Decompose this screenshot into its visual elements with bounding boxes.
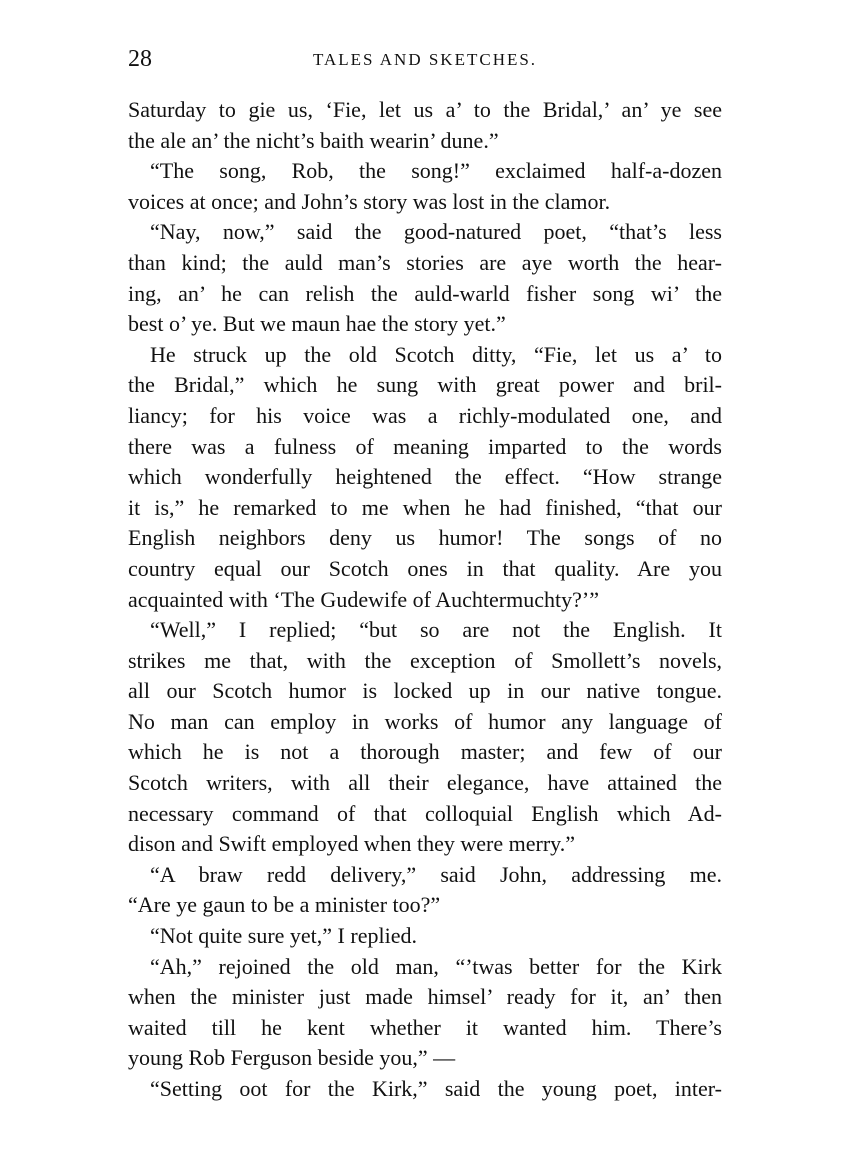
text-line: “A braw redd delivery,” said John, addressing me. <box>150 861 722 887</box>
text-line: He struck up the old Scotch ditty, “Fie, let us a’ to <box>150 341 722 367</box>
text-line: acquainted with ‘The Gudewife of Auchtermuchty?’” <box>128 586 599 612</box>
text-line: young Rob Ferguson beside you,” — <box>128 1045 456 1071</box>
text-line: when the minister just made himsel’ ready for it, an’ then <box>128 984 722 1010</box>
text-line: it is,” he remarked to me when he had finished, “that our <box>128 494 722 520</box>
text-line: ing, an’ he can relish the auld-warld fisher song wi’ the <box>128 280 722 306</box>
running-head: TALES AND SKETCHES. <box>312 50 538 69</box>
text-line: waited till he kent whether it wanted him. There’s <box>128 1014 722 1040</box>
text-line: the ale an’ the nicht’s baith wearin’ dune.” <box>128 127 499 153</box>
text-line: dison and Swift employed when they were merry.” <box>128 831 576 857</box>
body-text <box>128 95 722 1105</box>
text-line: the Bridal,” which he sung with great power and bril- <box>128 372 722 398</box>
text-line: which wonderfully heightened the effect. “How strange <box>128 464 722 490</box>
text-line: voices at once; and John’s story was lost in the clamor. <box>128 188 611 214</box>
text-line: “Are ye gaun to be a minister too?” <box>128 892 441 918</box>
text-line: “Ah,” rejoined the old man, “’twas better for the Kirk <box>150 953 722 979</box>
text-line: best o’ ye. But we maun hae the story yet.” <box>128 311 506 337</box>
page-number: 28 <box>128 46 152 72</box>
page-header <box>128 44 722 78</box>
text-line: liancy; for his voice was a richly-modulated one, and <box>128 402 722 428</box>
text-line: there was a fulness of meaning imparted to the words <box>128 433 722 459</box>
text-line: strikes me that, with the exception of Smollett’s novels, <box>128 647 722 673</box>
text-line: than kind; the auld man’s stories are aye worth the hear- <box>128 249 722 275</box>
text-line: “Nay, now,” said the good-natured poet, “that’s less <box>150 219 722 245</box>
text-line: “Setting oot for the Kirk,” said the young poet, inter- <box>150 1076 722 1101</box>
text-line: English neighbors deny us humor! The songs of no <box>128 525 722 551</box>
text-line: No man can employ in works of humor any language of <box>128 708 722 734</box>
text-line: necessary command of that colloquial English which Ad- <box>128 800 722 826</box>
text-line: which he is not a thorough master; and few of our <box>128 739 722 765</box>
text-line: Saturday to gie us, ‘Fie, let us a’ to the Bridal,’ an’ ye see <box>128 97 722 122</box>
text-line: country equal our Scotch ones in that quality. Are you <box>128 555 722 581</box>
text-line: “Not quite sure yet,” I replied. <box>150 923 417 949</box>
text-line: “Well,” I replied; “but so are not the English. It <box>150 617 722 643</box>
text-line: “The song, Rob, the song!” exclaimed half-a-dozen <box>150 158 722 184</box>
text-line: Scotch writers, with all their elegance, have attained the <box>128 770 722 796</box>
text-line: all our Scotch humor is locked up in our native tongue. <box>128 678 722 704</box>
